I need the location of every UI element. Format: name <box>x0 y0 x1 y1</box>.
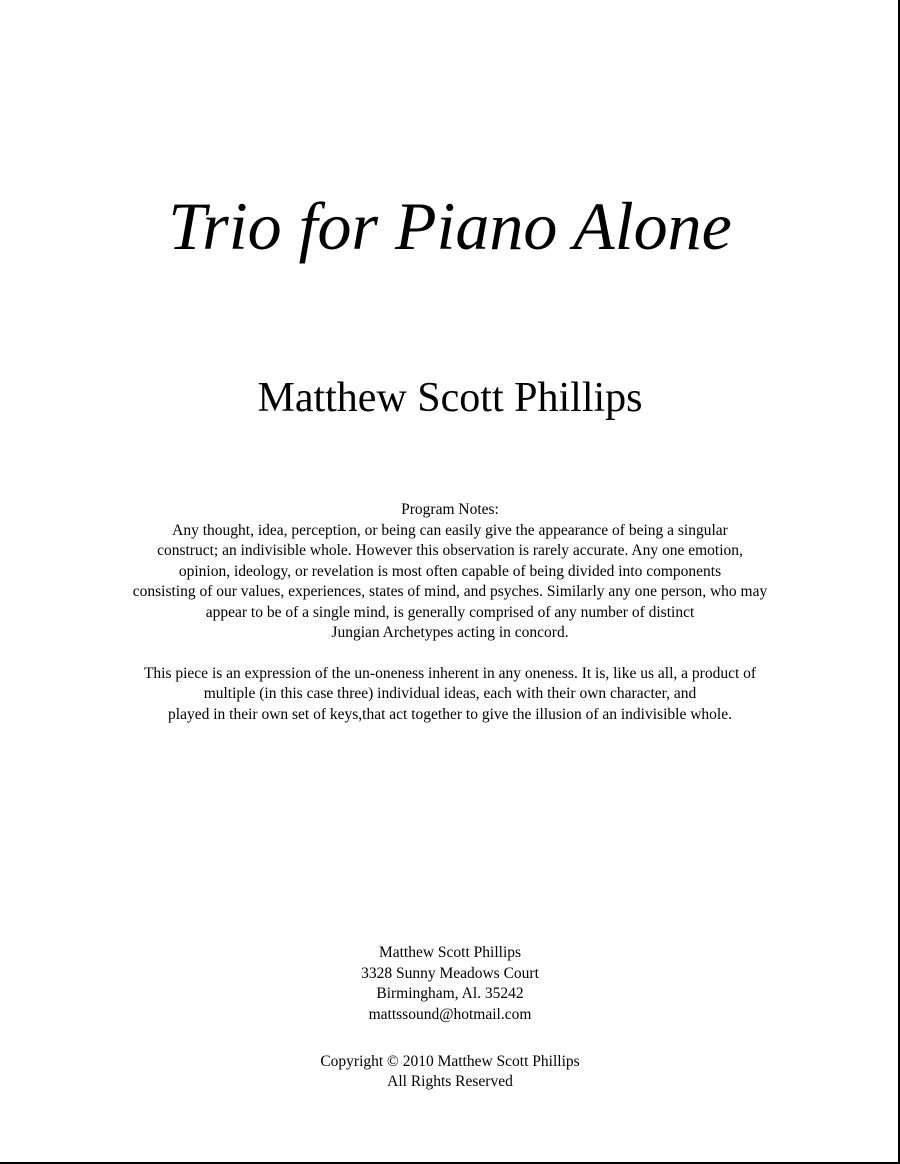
program-notes-line: multiple (in this case three) individual ideas, each with their own character, and <box>203 685 697 702</box>
rights-reserved: All Rights Reserved <box>387 1073 513 1090</box>
copyright-block <box>0 1052 900 1092</box>
contact-name: Matthew Scott Phillips <box>378 944 522 961</box>
contact-street: 3328 Sunny Meadows Court <box>361 964 539 982</box>
contact-email: mattssound@hotmail.com <box>368 1005 532 1023</box>
paragraph-spacer <box>40 644 860 664</box>
copyright-notice: Copyright © 2010 Matthew Scott Phillips <box>320 1053 580 1070</box>
program-notes-line: Jungian Archetypes acting in concord. <box>331 624 569 641</box>
contact-city: Birmingham, Al. 35242 <box>376 985 524 1002</box>
program-notes <box>40 500 860 725</box>
program-notes-heading: Program Notes: <box>401 501 499 518</box>
program-notes-line: appear to be of a single mind, is generally comprised of any number of distinct <box>205 603 695 621</box>
composer-name: Matthew Scott Phillips <box>257 375 643 421</box>
piece-title: Trio for Piano Alone <box>168 188 732 264</box>
program-notes-line: Any thought, idea, perception, or being can easily give the appearance of being a singular <box>172 521 728 539</box>
program-notes-line: played in their own set of keys,that act together to give the illusion of an indivisible whole. <box>168 705 732 723</box>
program-notes-line: consisting of our values, experiences, states of mind, and psyches. Similarly any one person, who may <box>132 583 768 600</box>
program-notes-line: opinion, ideology, or revelation is most often capable of being divided into components <box>178 562 722 580</box>
program-notes-line: construct; an indivisible whole. However this observation is rarely accurate. Any one emotion, <box>157 542 743 559</box>
program-notes-line: This piece is an expression of the un-oneness inherent in any oneness. It is, like us all, a product of <box>143 664 757 682</box>
contact-block <box>0 943 900 1025</box>
